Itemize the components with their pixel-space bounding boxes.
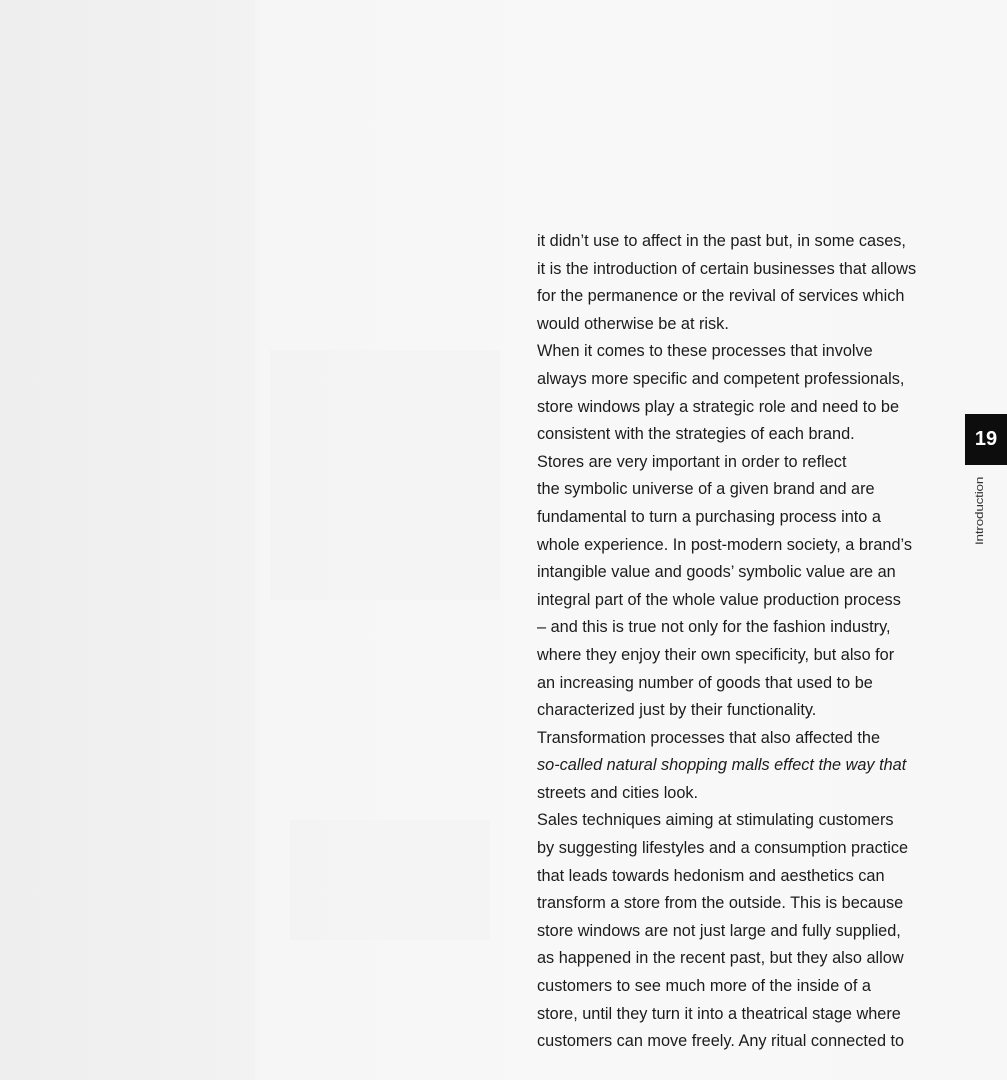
text-line: an increasing number of goods that used to be — [537, 673, 873, 692]
text-line: customers to see much more of the inside of a — [537, 977, 871, 996]
text-line: by suggesting lifestyles and a consumption practice — [537, 839, 909, 858]
text-line: for the permanence or the revival of services which — [537, 287, 905, 306]
text-line: as happened in the recent past, but they also allow — [537, 949, 904, 968]
facing-page-bleed — [0, 0, 255, 1080]
text-line: Transformation processes that also affected the — [537, 728, 880, 747]
text-line: When it comes to these processes that involve — [537, 342, 873, 361]
text-line: characterized just by their functionality. — [537, 701, 817, 720]
text-line: fundamental to turn a purchasing process into a — [537, 507, 881, 526]
text-line: integral part of the whole value production process — [537, 590, 901, 609]
text-line: intangible value and goods’ symbolic value are an — [537, 563, 896, 582]
text-line: always more specific and competent professionals, — [537, 369, 905, 388]
section-label: Introduction — [973, 476, 986, 545]
text-line: that leads towards hedonism and aesthetics can — [537, 866, 885, 885]
show-through-shadow-lower — [290, 820, 490, 940]
body-text — [537, 228, 947, 1056]
text-line: where they enjoy their own specificity, but also for — [537, 645, 895, 664]
text-line: consistent with the strategies of each brand. — [537, 425, 855, 444]
text-line: Stores are very important in order to reflect — [537, 452, 847, 471]
text-line: store, until they turn it into a theatrical stage where — [537, 1004, 901, 1023]
text-line: transform a store from the outside. This is because — [537, 894, 904, 913]
text-line: it is the introduction of certain businesses that allows — [537, 259, 917, 278]
text-line: would otherwise be at risk. — [537, 314, 729, 333]
text-line: – and this is true not only for the fashion industry, — [537, 618, 891, 637]
text-line: streets and cities look. — [537, 783, 699, 802]
text-line: it didn’t use to affect in the past but, in some cases, — [537, 232, 906, 250]
text-line: the symbolic universe of a given brand and are — [537, 480, 875, 499]
text-line: whole experience. In post-modern society, a brand’s — [537, 535, 912, 554]
page-number-tab: 19 — [965, 414, 1007, 465]
text-line: customers can move freely. Any ritual connected to — [537, 1032, 905, 1051]
text-line: Sales techniques aiming at stimulating customers — [537, 811, 894, 830]
text-line: store windows play a strategic role and need to be — [537, 397, 900, 416]
show-through-shadow — [270, 350, 500, 600]
text-line-italic: so-called natural shopping malls effect the way that — [537, 756, 907, 775]
text-line: store windows are not just large and fully supplied, — [537, 921, 901, 940]
